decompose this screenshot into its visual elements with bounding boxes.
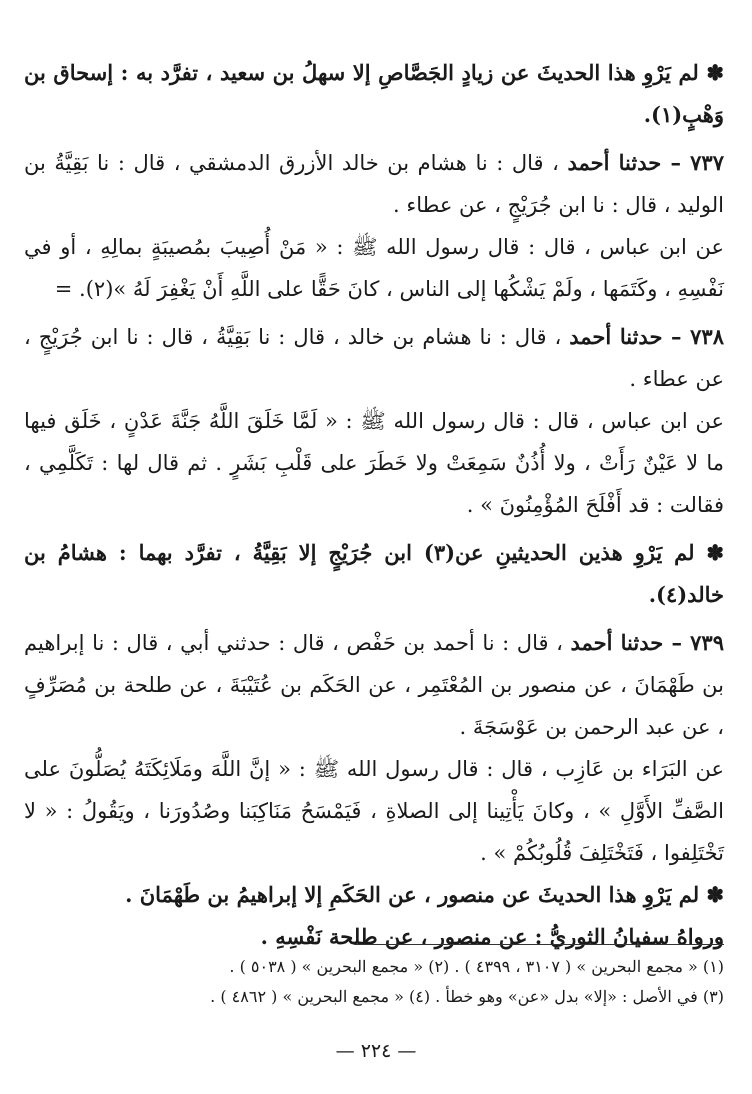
hadith-737-matn: عن ابن عباس ، قال : قال رسول الله ﷺ : « مَنْ أُصِيبَ بمُصيبَةٍ بمالِهِ ، أو في نَفْسِهِ ، وكَتَمَها ، ولَمْ يَشْكُها إلى الناس ، كانَ حَقًّا على اللَّهِ أَنْ يَغْفِرَ لَهُ »(٢). = [24, 235, 724, 301]
hadith-738-number: ٧٣٨ – حدثنا أحمد [569, 324, 724, 349]
page-number: — ٢٢٤ — [335, 1040, 417, 1062]
footnotes [24, 952, 724, 1012]
narration-note-4: ورواهُ سفيانُ الثوريُّ : عن منصور ، عن طلحة نَفْسِهِ . [260, 924, 724, 949]
hadith-737-number: ٧٣٧ – حدثنا أحمد [567, 150, 724, 175]
hadith-737-isnad: ٧٣٧ – حدثنا أحمد ، قال : نا هشام بن خالد الأزرق الدمشقي ، قال : نا بَقِيَّةُ بن الوليد ، قال : نا ابن جُرَيْجٍ ، عن عطاء . [24, 150, 724, 217]
hadith-739-number: ٧٣٩ – حدثنا أحمد [570, 630, 724, 655]
narration-note-3: ✽ لم يَرْوِ هذا الحديثَ عن منصور ، عن الحَكَمِ إلا إبراهيمُ بن طَهْمَانَ . [125, 882, 724, 907]
footnote-line: (١) « مجمع البحرين » ( ٣١٠٧ ، ٤٣٩٩ ) . (٢) « مجمع البحرين » ( ٥٠٣٨ ) . [229, 957, 724, 976]
narration-note-1: ✽ لم يَرْوِ هذا الحديثَ عن زيادٍ الجَصَّاصِ إلا سهلُ بن سعيد ، تفرَّد به : إسحاق بن وَهْبٍ(١). [24, 60, 724, 127]
hadith-738-isnad: ٧٣٨ – حدثنا أحمد ، قال : نا هشام بن خالد ، قال : نا بَقِيَّةُ ، قال : نا ابن جُرَيْجٍ ، عن عطاء . [24, 324, 724, 391]
footnote-line: (٣) في الأصل : «إلا» بدل «عن» وهو خطأ . (٤) « مجمع البحرين » ( ٤٨٦٢ ) . [210, 987, 724, 1006]
narration-note-2: ✽ لم يَرْوِ هذين الحديثينِ عن(٣) ابن جُرَيْجٍ إلا بَقِيَّةُ ، تفرَّد بهما : هشامُ بن خالد(٤). [24, 540, 724, 607]
footnote-divider [354, 944, 724, 945]
hadith-738-matn: عن ابن عباس ، قال : قال رسول الله ﷺ : « لَمَّا خَلَقَ اللَّهُ جَنَّةَ عَدْنٍ ، خَلَق فيها ما لا عَيْنٌ رَأَتْ ، ولا أُذُنٌ سَمِعَتْ ولا خَطَرَ على قَلْبِ بَشَرٍ . ثم قال لها : تَكَلَّمِي ، فقالت : قد أَفْلَحَ المُؤْمِنُونَ » . [24, 409, 724, 517]
hadith-739-matn: عن البَرَاء بن عَازِب ، قال : قال رسول الله ﷺ : « إنَّ اللَّهَ ومَلَائِكَتَهُ يُصَلُّونَ على الصَّفِّ الأَوَّلِ » ، وكانَ يَأْتِينا إلى الصلاةِ ، فَيَمْسَحُ مَنَاكِبَنا وصُدُورَنا ، ويَقُولُ : « لا تَخْتَلِفوا ، فَتَخْتَلِفَ قُلُوبُكُمْ » . [24, 757, 724, 865]
hadith-739-isnad: ٧٣٩ – حدثنا أحمد ، قال : نا أحمد بن حَفْص ، قال : حدثني أبي ، قال : نا إبراهيم بن طَهْمَانَ ، عن منصور بن المُعْتَمِر ، عن الحَكَم بن عُتَيْبَةَ ، عن طلحة بن مُصَرِّفٍ ، عن عبد الرحمن بن عَوْسَجَةَ . [24, 630, 724, 739]
